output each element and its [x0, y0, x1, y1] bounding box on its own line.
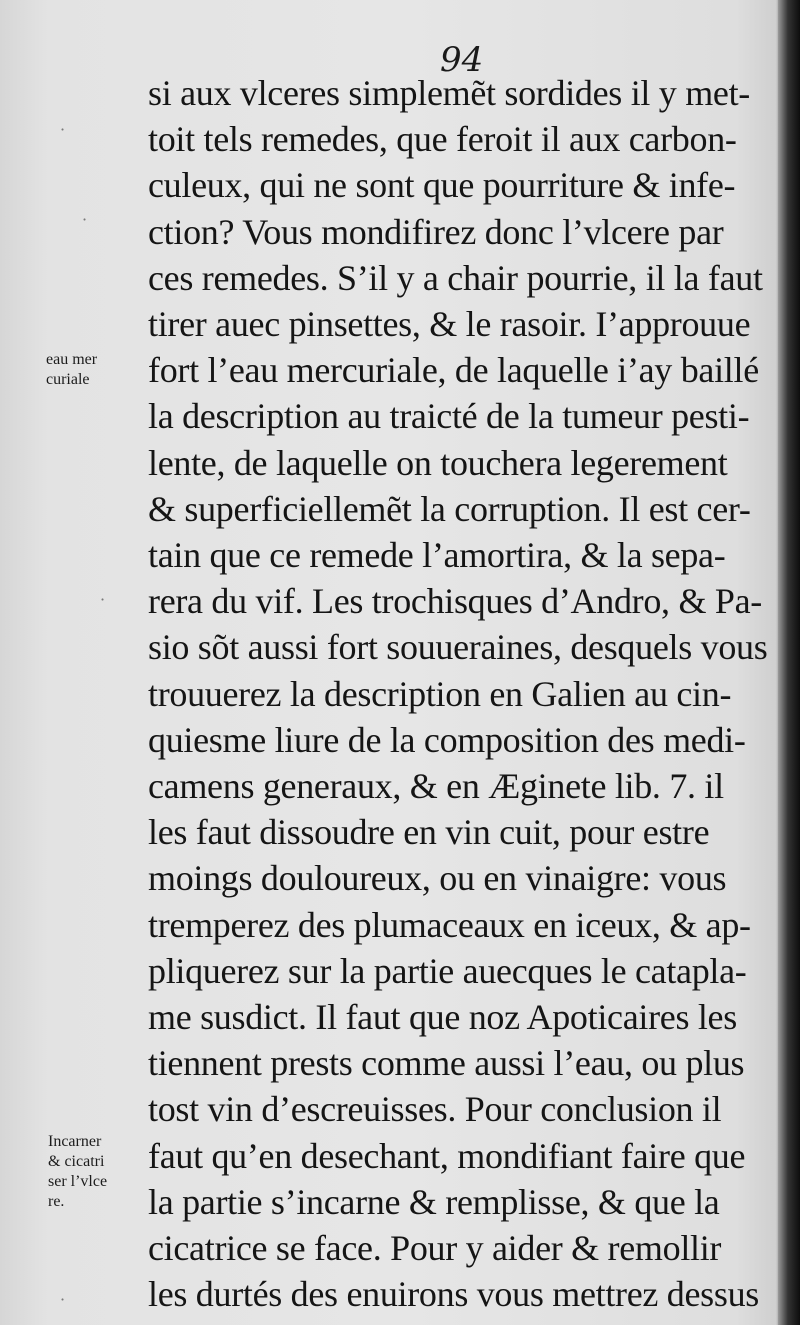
- margin-note-line: re.: [48, 1193, 65, 1210]
- page-number: 94: [440, 40, 484, 80]
- text-line: trouuerez la description en Galien au cin-: [148, 673, 732, 714]
- text-line: la description au traicté de la tumeur pesti-: [148, 396, 750, 437]
- text-line: sio sõt aussi fort souueraines, desquels vous: [148, 627, 768, 668]
- body-text: [148, 70, 788, 1317]
- margin-note-eau-mercuriale: [46, 350, 97, 390]
- text-line: culeux, qui ne sont que pourriture & infe-: [148, 165, 736, 206]
- text-line: ces remedes. S’il y a chair pourrie, il la faut: [148, 257, 763, 298]
- text-line: toit tels remedes, que feroit il aux carbon-: [148, 119, 737, 160]
- margin-note-line: eau mer: [46, 351, 98, 368]
- margin-note-line: ser l’vlce: [48, 1173, 108, 1190]
- text-line: tost vin d’escreuisses. Pour conclusion il: [148, 1089, 722, 1130]
- text-line: tiennent prests comme aussi l’eau, ou plus: [148, 1043, 745, 1084]
- margin-note-line: Incarner: [48, 1133, 102, 1150]
- margin-note-line: curiale: [46, 371, 90, 388]
- text-line: les durtés des enuirons vous mettrez dessus: [148, 1274, 759, 1315]
- text-line: camens generaux, & en Æginete lib. 7. il: [148, 766, 724, 807]
- text-line: pliquerez sur la partie auecques le catapla-: [148, 950, 747, 991]
- margin-note-line: & cicatri: [48, 1153, 105, 1170]
- text-line: ction? Vous mondifirez donc l’vlcere par: [148, 211, 724, 252]
- text-line: tremperez des plumaceaux en iceux, & ap-: [148, 904, 751, 945]
- text-line: lente, de laquelle on touchera legerement: [148, 442, 728, 483]
- text-line: moings douloureux, ou en vinaigre: vous: [148, 858, 727, 899]
- text-line: tirer auec pinsettes, & le rasoir. I’approuue: [148, 304, 751, 345]
- paper-speck: ·: [60, 120, 66, 139]
- text-line: & superficiellemẽt la corruption. Il est cer-: [148, 488, 751, 529]
- paper-speck: ·: [82, 210, 88, 229]
- text-line: quiesme liure de la composition des medi-: [148, 719, 746, 760]
- text-line: fort l’eau mercuriale, de laquelle i’ay baillé: [148, 350, 759, 391]
- text-line: les faut dissoudre en vin cuit, pour estre: [148, 812, 710, 853]
- paper-speck: ·: [100, 590, 106, 609]
- text-line: cicatrice se face. Pour y aider & remollir: [148, 1228, 722, 1269]
- margin-note-incarner: [48, 1132, 107, 1212]
- text-line: tain que ce remede l’amortira, & la sepa-: [148, 535, 726, 576]
- text-line: si aux vlceres simplemẽt sordides il y met-: [148, 73, 750, 113]
- text-line: la partie s’incarne & remplisse, & que la: [148, 1181, 720, 1222]
- text-line: me susdict. Il faut que noz Apoticaires les: [148, 997, 737, 1038]
- text-line: faut qu’en desechant, mondifiant faire que: [148, 1135, 746, 1176]
- paper-speck: ·: [60, 1290, 66, 1309]
- text-line: rera du vif. Les trochisques d’Andro, & Pa-: [148, 581, 762, 622]
